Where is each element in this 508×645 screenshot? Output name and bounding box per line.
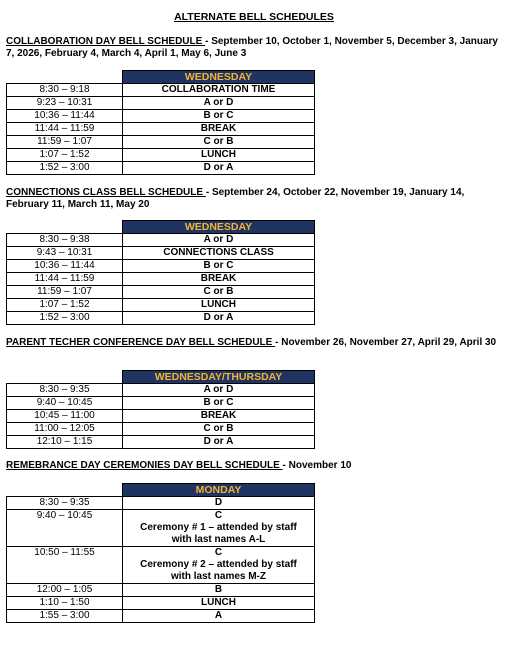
conference-schedule-heading xyxy=(6,337,500,349)
connections-schedule-heading xyxy=(6,187,500,211)
time-cell: 11:59 – 1:07 xyxy=(7,286,123,299)
table-row xyxy=(7,247,315,260)
time-cell: 8:30 – 9:35 xyxy=(7,384,123,397)
activity-cell: C or B xyxy=(123,286,315,299)
time-cell: 1:07 – 1:52 xyxy=(7,149,123,162)
table-row xyxy=(7,97,315,110)
time-cell: 10:36 – 11:44 xyxy=(7,110,123,123)
table-row xyxy=(7,423,315,436)
time-cell: 9:40 – 10:45 xyxy=(7,397,123,410)
activity-cell: COLLABORATION TIME xyxy=(123,84,315,97)
time-cell: 1:07 – 1:52 xyxy=(7,299,123,312)
day-header: WEDNESDAY xyxy=(123,221,315,234)
conference-schedule-table xyxy=(6,370,315,449)
time-cell: 8:30 – 9:38 xyxy=(7,234,123,247)
activity-cell: D or A xyxy=(123,162,315,175)
table-row xyxy=(7,510,315,547)
activity-cell: A or D xyxy=(123,384,315,397)
time-cell: 11:44 – 11:59 xyxy=(7,273,123,286)
activity-cell: B or C xyxy=(123,110,315,123)
time-cell: 9:23 – 10:31 xyxy=(7,97,123,110)
table-row xyxy=(7,286,315,299)
table-row xyxy=(7,149,315,162)
time-cell: 10:50 – 11:55 xyxy=(7,547,123,584)
activity-cell: D or A xyxy=(123,312,315,325)
time-cell: 11:00 – 12:05 xyxy=(7,423,123,436)
activity-cell: C or B xyxy=(123,136,315,149)
activity-cell: LUNCH xyxy=(123,597,315,610)
schedule-name: REMEBRANCE DAY CEREMONIES DAY BELL SCHEDULE xyxy=(6,460,283,471)
table-row xyxy=(7,312,315,325)
table-row xyxy=(7,584,315,597)
time-cell: 11:59 – 1:07 xyxy=(7,136,123,149)
activity-cell: LUNCH xyxy=(123,149,315,162)
activity-cell: BREAK xyxy=(123,123,315,136)
activity-cell: B or C xyxy=(123,397,315,410)
activity-cell: LUNCH xyxy=(123,299,315,312)
time-cell: 8:30 – 9:18 xyxy=(7,84,123,97)
day-header: MONDAY xyxy=(123,484,315,497)
time-cell: 9:43 – 10:31 xyxy=(7,247,123,260)
ceremony-note: Ceremony # 1 – attended by staff with last names A-L xyxy=(140,522,297,545)
table-row xyxy=(7,234,315,247)
activity-cell: BREAK xyxy=(123,410,315,423)
activity-cell: A or D xyxy=(123,97,315,110)
table-row xyxy=(7,84,315,97)
collaboration-schedule-heading xyxy=(6,36,500,60)
activity-cell xyxy=(123,547,315,584)
day-header: WEDNESDAY/THURSDAY xyxy=(123,371,315,384)
schedule-dates: - September 24, October 22, November 19, January 14, February 11, March 11, May 20 xyxy=(6,187,465,210)
table-row xyxy=(7,610,315,623)
table-row xyxy=(7,123,315,136)
ceremony-note: Ceremony # 2 – attended by staff with last names M-Z xyxy=(140,559,297,582)
day-header: WEDNESDAY xyxy=(123,71,315,84)
schedule-dates: - November 26, November 27, April 29, April 30 xyxy=(275,337,497,348)
activity-cell: D or A xyxy=(123,436,315,449)
time-cell: 10:45 – 11:00 xyxy=(7,410,123,423)
activity-cell: BREAK xyxy=(123,273,315,286)
table-row xyxy=(7,547,315,584)
table-row xyxy=(7,299,315,312)
collaboration-schedule-table xyxy=(6,70,315,175)
activity-cell xyxy=(123,510,315,547)
activity-cell: B or C xyxy=(123,260,315,273)
table-row xyxy=(7,273,315,286)
time-cell: 1:52 – 3:00 xyxy=(7,312,123,325)
table-row xyxy=(7,597,315,610)
connections-schedule-table xyxy=(6,220,315,325)
time-cell: 12:00 – 1:05 xyxy=(7,584,123,597)
table-row xyxy=(7,110,315,123)
remembrance-schedule-heading xyxy=(6,460,500,472)
activity-cell: CONNECTIONS CLASS xyxy=(123,247,315,260)
activity-cell: A xyxy=(123,610,315,623)
activity-cell: B xyxy=(123,584,315,597)
schedule-name: COLLABORATION DAY BELL SCHEDULE xyxy=(6,36,206,47)
remembrance-schedule-table xyxy=(6,483,315,623)
schedule-dates: - September 10, October 1, November 5, December 3, January 7, 2026, February 4, March 4, April 1, May 6, June 3 xyxy=(6,36,498,59)
activity-label: C xyxy=(214,547,223,558)
page-title: ALTERNATE BELL SCHEDULES xyxy=(174,11,334,23)
time-cell: 12:10 – 1:15 xyxy=(7,436,123,449)
table-row xyxy=(7,397,315,410)
table-row xyxy=(7,436,315,449)
table-row xyxy=(7,260,315,273)
time-cell: 1:10 – 1:50 xyxy=(7,597,123,610)
table-row xyxy=(7,162,315,175)
schedule-dates: - November 10 xyxy=(282,460,352,471)
activity-cell: D xyxy=(123,497,315,510)
schedule-name: CONNECTIONS CLASS BELL SCHEDULE xyxy=(6,187,206,198)
activity-cell: A or D xyxy=(123,234,315,247)
time-cell: 10:36 – 11:44 xyxy=(7,260,123,273)
time-cell: 9:40 – 10:45 xyxy=(7,510,123,547)
table-row xyxy=(7,384,315,397)
table-row xyxy=(7,497,315,510)
time-cell: 1:52 – 3:00 xyxy=(7,162,123,175)
time-cell: 8:30 – 9:35 xyxy=(7,497,123,510)
schedule-name: PARENT TECHER CONFERENCE DAY BELL SCHEDULE xyxy=(6,337,276,348)
table-row xyxy=(7,410,315,423)
activity-label: C xyxy=(214,510,223,521)
time-cell: 11:44 – 11:59 xyxy=(7,123,123,136)
activity-cell: C or B xyxy=(123,423,315,436)
table-row xyxy=(7,136,315,149)
time-cell: 1:55 – 3:00 xyxy=(7,610,123,623)
